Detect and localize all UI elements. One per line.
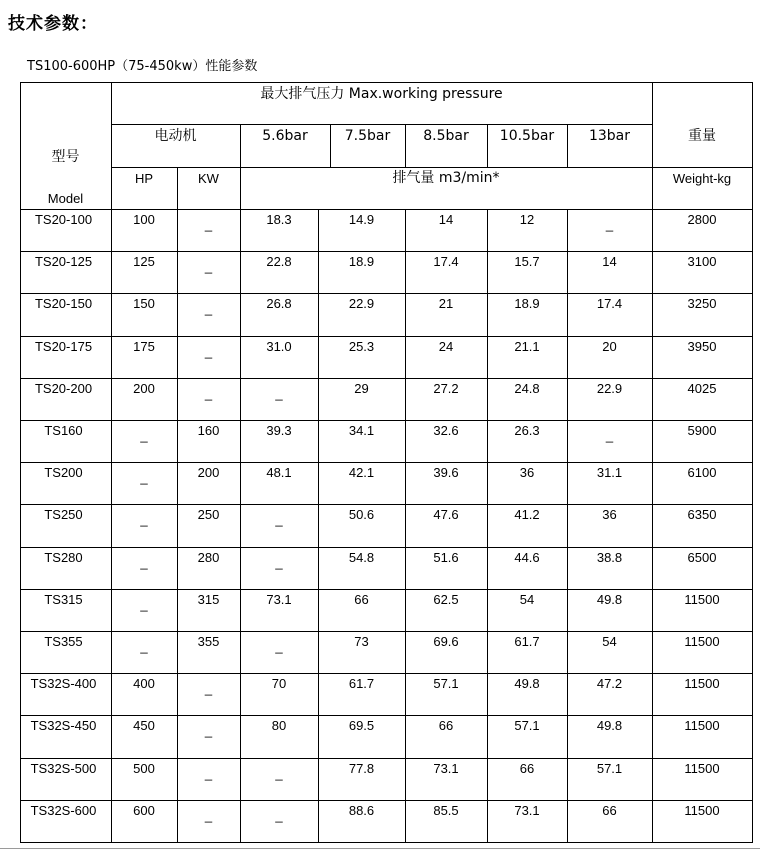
weight-header: 重量 (688, 128, 716, 144)
cell-flow-13: _ (605, 428, 614, 443)
kw-header: KW (198, 171, 219, 186)
cell-kw: 160 (197, 423, 220, 438)
cell-weight: 11500 (684, 802, 720, 818)
cell-model: TS160 (44, 423, 83, 438)
cell-kw: _ (204, 343, 213, 359)
pressure-label: 13bar (588, 128, 631, 144)
table-subtitle: TS100-600HP（75-450kw）性能参数 (27, 59, 258, 74)
cell-flow-5.6: 22.8 (266, 254, 292, 270)
cell-flow-7.5: 50.6 (348, 507, 375, 523)
cell-flow-8.5: 66 (438, 718, 454, 734)
cell-flow-10.5: 61.7 (514, 634, 540, 649)
cell-flow-10.5: 54 (519, 591, 535, 607)
cell-flow-13: 20 (602, 338, 617, 354)
cell-kw: 250 (197, 507, 220, 523)
cell-model: TS250 (44, 507, 83, 523)
cell-flow-7.5: 66 (354, 591, 369, 607)
cell-flow-5.6: 48.1 (266, 465, 292, 481)
cell-flow-13: 17.4 (596, 296, 623, 312)
cell-flow-13: 38.8 (596, 549, 623, 565)
cell-flow-13: 14 (602, 254, 617, 270)
cell-flow-7.5: 34.1 (348, 423, 375, 438)
cell-hp: 500 (133, 760, 155, 776)
cell-flow-13: 31.1 (596, 465, 623, 481)
table-border-right (752, 82, 753, 842)
cell-flow-13: 57.1 (596, 760, 623, 776)
cell-model: TS200 (44, 465, 83, 481)
cell-flow-7.5: 61.7 (348, 676, 375, 692)
cell-flow-13: 54 (602, 634, 617, 649)
cell-kw: _ (204, 259, 213, 275)
cell-flow-10.5: 21.1 (514, 338, 540, 354)
cell-model: TS315 (44, 591, 83, 607)
bottom-divider (0, 848, 760, 849)
cell-flow-10.5: 49.8 (514, 676, 540, 692)
cell-hp: 125 (133, 254, 155, 270)
cell-flow-10.5: 18.9 (514, 296, 540, 312)
cell-flow-5.6: 73.1 (266, 591, 292, 607)
cell-flow-10.5: 73.1 (514, 802, 540, 818)
cell-flow-10.5: 12 (519, 212, 535, 227)
cell-flow-5.6: 39.3 (266, 423, 292, 438)
pressure-header: 最大排气压力 Max.working pressure (260, 86, 503, 102)
cell-model: TS355 (44, 634, 83, 649)
cell-flow-7.5: 77.8 (348, 760, 375, 776)
cell-hp: 150 (133, 296, 155, 312)
cell-model: TS20-175 (34, 338, 93, 354)
cell-flow-7.5: 54.8 (348, 549, 375, 565)
cell-kw: 355 (197, 634, 220, 649)
cell-kw: _ (204, 681, 213, 697)
cell-flow-7.5: 88.6 (348, 802, 375, 818)
cell-flow-7.5: 22.9 (348, 296, 375, 312)
cell-flow-5.6: _ (275, 385, 283, 401)
cell-hp: 100 (133, 212, 155, 227)
cell-flow-8.5: 24 (438, 338, 454, 354)
cell-hp: _ (140, 512, 148, 528)
pressure-label: 7.5bar (344, 128, 391, 144)
hp-header: HP (134, 171, 154, 186)
cell-flow-5.6: 26.8 (266, 296, 292, 312)
cell-weight: 6100 (687, 465, 717, 481)
cell-flow-8.5: 21 (438, 296, 454, 312)
flow-header: 排气量 m3/min* (392, 170, 500, 186)
cell-kw: _ (204, 217, 213, 232)
cell-flow-8.5: 51.6 (433, 549, 459, 565)
header-rule-1 (111, 124, 652, 125)
model-header-cn: 型号 (51, 149, 80, 165)
spec-table (20, 82, 752, 842)
cell-model: TS32S-600 (30, 802, 97, 818)
cell-flow-8.5: 57.1 (433, 676, 459, 692)
pressure-label: 10.5bar (499, 128, 555, 144)
cell-flow-5.6: _ (275, 639, 283, 654)
cell-flow-8.5: 85.5 (433, 802, 459, 818)
model-header-en: Model (47, 191, 84, 206)
cell-hp: _ (140, 554, 148, 570)
cell-flow-13: 47.2 (596, 676, 623, 692)
cell-flow-13: 49.8 (596, 718, 623, 734)
cell-kw: 315 (197, 591, 220, 607)
cell-hp: _ (140, 470, 148, 486)
cell-flow-10.5: 57.1 (514, 718, 540, 734)
cell-kw: 280 (197, 549, 220, 565)
cell-weight: 3250 (687, 296, 717, 312)
cell-model: TS280 (44, 549, 83, 565)
cell-flow-7.5: 42.1 (348, 465, 375, 481)
cell-flow-8.5: 14 (438, 212, 454, 227)
table-border-top (20, 82, 752, 83)
cell-flow-5.6: 18.3 (266, 212, 292, 227)
pressure-label: 5.6bar (262, 128, 308, 144)
cell-flow-8.5: 17.4 (433, 254, 459, 270)
cell-flow-13: 49.8 (596, 591, 623, 607)
cell-flow-13: 22.9 (596, 380, 623, 396)
cell-flow-5.6: _ (275, 554, 283, 570)
cell-hp: 600 (133, 802, 155, 818)
cell-hp: _ (140, 596, 148, 612)
cell-flow-7.5: 29 (354, 380, 369, 396)
cell-weight: 11500 (684, 718, 720, 734)
cell-model: TS32S-450 (30, 718, 97, 734)
cell-weight: 11500 (684, 591, 720, 607)
cell-flow-8.5: 27.2 (433, 380, 459, 396)
cell-weight: 2800 (687, 212, 717, 227)
cell-model: TS20-125 (34, 254, 93, 270)
cell-flow-5.6: 70 (271, 676, 287, 692)
cell-flow-8.5: 69.6 (433, 634, 459, 649)
cell-hp: _ (140, 428, 148, 443)
cell-weight: 3100 (687, 254, 717, 270)
cell-flow-10.5: 26.3 (514, 423, 540, 438)
cell-hp: 200 (133, 380, 155, 396)
cell-flow-8.5: 39.6 (433, 465, 459, 481)
cell-flow-5.6: _ (275, 512, 283, 528)
cell-flow-7.5: 73 (354, 634, 369, 649)
cell-weight: 6500 (687, 549, 717, 565)
cell-flow-7.5: 14.9 (348, 212, 375, 227)
cell-model: TS20-200 (34, 380, 93, 396)
cell-weight: 6350 (687, 507, 717, 523)
cell-flow-8.5: 62.5 (433, 591, 459, 607)
table-border-bottom (20, 842, 753, 843)
cell-flow-10.5: 24.8 (514, 380, 540, 396)
cell-flow-10.5: 41.2 (514, 507, 540, 523)
cell-weight: 11500 (684, 760, 720, 776)
cell-flow-5.6: _ (275, 765, 283, 781)
cell-model: TS32S-500 (30, 760, 97, 776)
cell-flow-5.6: 80 (271, 718, 287, 734)
page-heading: 技术参数： (8, 14, 98, 34)
cell-flow-10.5: 44.6 (514, 549, 540, 565)
cell-hp: 450 (133, 718, 155, 734)
cell-flow-10.5: 36 (519, 465, 535, 481)
weight-unit-header: Weight-kg (672, 171, 732, 186)
header-rule-2 (111, 167, 752, 168)
cell-model: TS20-100 (34, 212, 93, 227)
cell-hp: _ (140, 639, 148, 654)
cell-flow-8.5: 73.1 (433, 760, 459, 776)
cell-flow-5.6: _ (275, 807, 283, 823)
cell-flow-10.5: 66 (519, 760, 535, 776)
cell-kw: _ (204, 765, 213, 781)
cell-flow-7.5: 25.3 (348, 338, 375, 354)
cell-kw: _ (204, 301, 213, 317)
cell-flow-13: 36 (602, 507, 617, 523)
cell-model: TS32S-400 (30, 676, 97, 692)
cell-flow-13: 66 (602, 802, 617, 818)
cell-flow-10.5: 15.7 (514, 254, 540, 270)
cell-flow-13: _ (605, 217, 614, 232)
cell-weight: 4025 (687, 380, 717, 396)
cell-flow-7.5: 18.9 (348, 254, 375, 270)
cell-kw: _ (204, 807, 213, 823)
cell-kw: 200 (197, 465, 220, 481)
cell-kw: _ (204, 385, 213, 401)
cell-weight: 11500 (684, 676, 720, 692)
cell-flow-5.6: 31.0 (266, 338, 292, 354)
cell-flow-7.5: 69.5 (348, 718, 375, 734)
cell-weight: 3950 (687, 338, 717, 354)
cell-hp: 175 (133, 338, 155, 354)
cell-weight: 11500 (684, 634, 720, 649)
cell-kw: _ (204, 723, 213, 739)
cell-flow-8.5: 32.6 (433, 423, 459, 438)
cell-model: TS20-150 (34, 296, 93, 312)
cell-flow-8.5: 47.6 (433, 507, 459, 523)
cell-weight: 5900 (687, 423, 717, 438)
cell-hp: 400 (133, 676, 155, 692)
pressure-label: 8.5bar (423, 128, 469, 144)
motor-header: 电动机 (154, 128, 197, 144)
